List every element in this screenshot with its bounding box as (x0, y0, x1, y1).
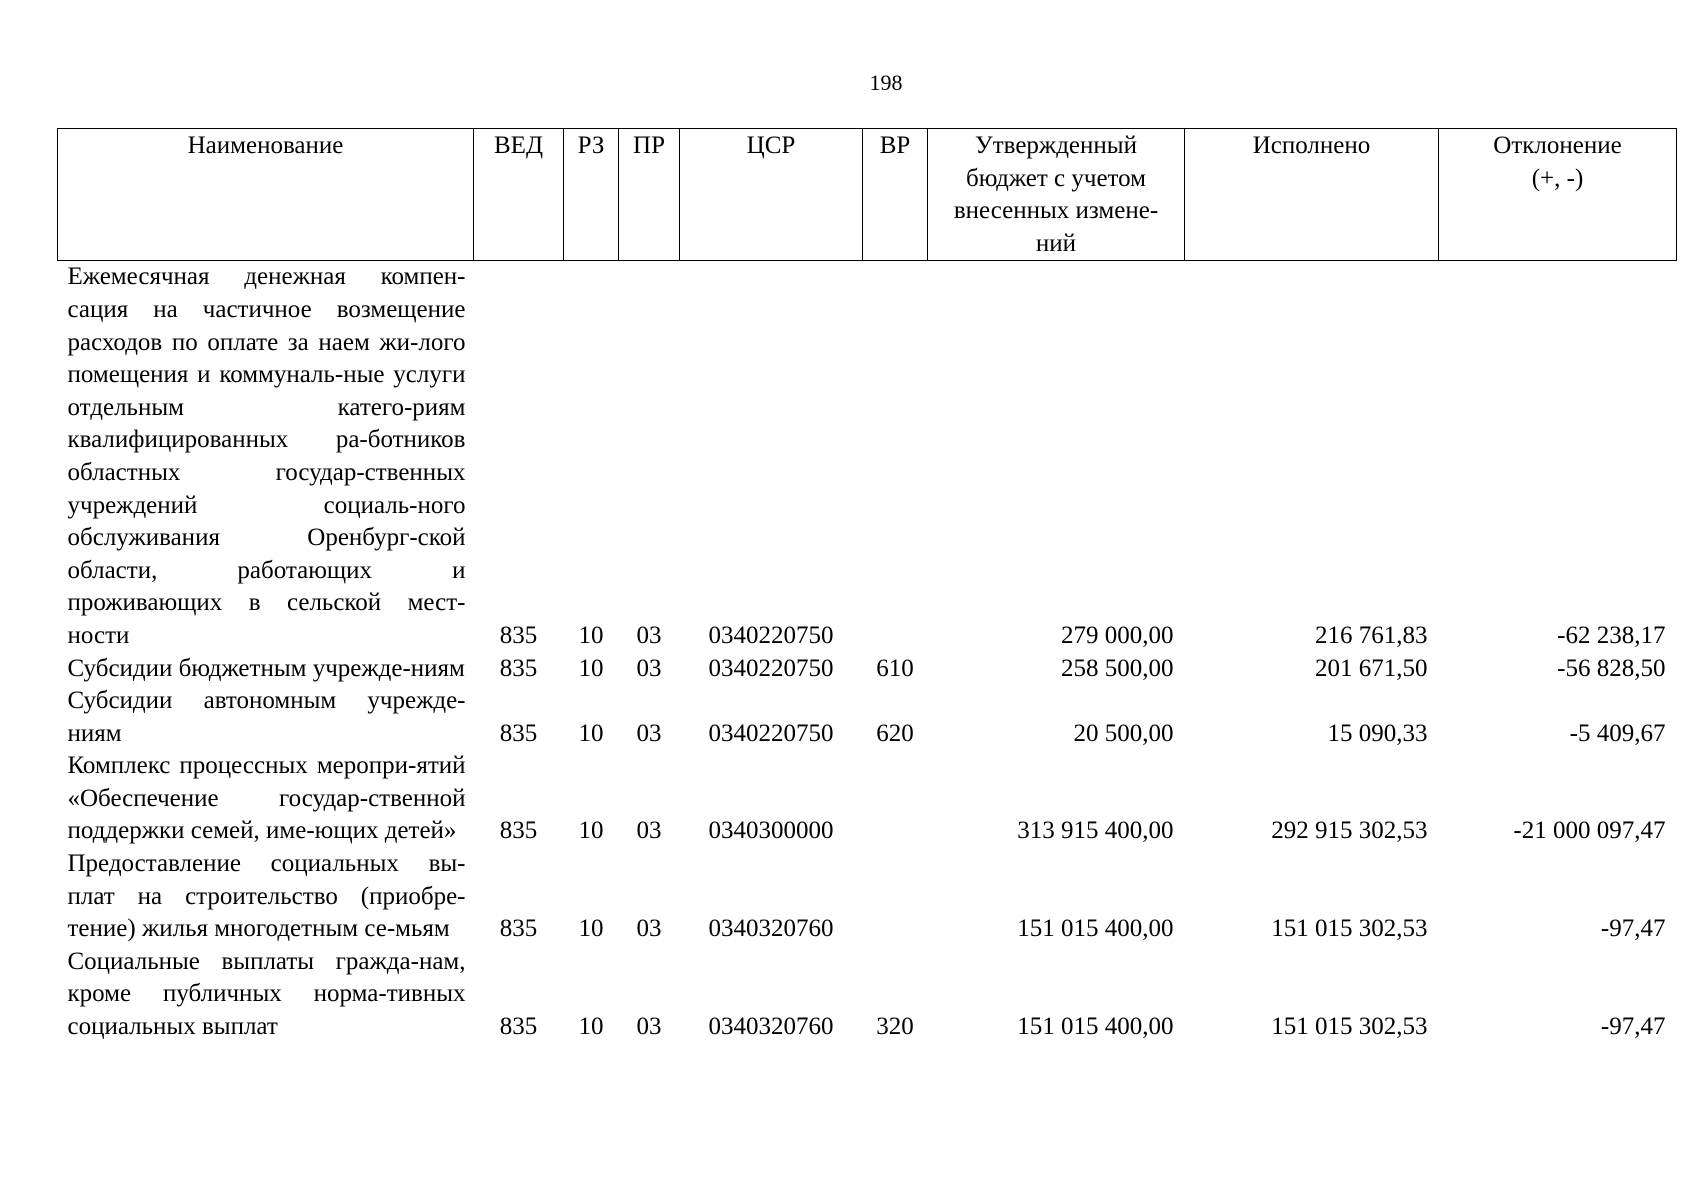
cell-ved: 835 (499, 1013, 538, 1041)
cell-csr: 0340220750 (708, 621, 834, 649)
cell-rz: 10 (578, 915, 604, 943)
cell-name: Комплекс процессных меропри-ятий «Обеспечение государ-ственной поддержки семей, име-ющих детей» (67, 752, 466, 845)
cell-budget: 151 015 400,00 (1017, 1013, 1174, 1041)
cell-budget: 20 500,00 (1073, 719, 1174, 747)
cell-executed: 292 915 302,53 (1271, 817, 1428, 845)
cell-deviation: -21 000 097,47 (1513, 817, 1666, 845)
cell-ved: 835 (499, 654, 538, 682)
table-row (58, 750, 1677, 848)
cell-ved: 835 (499, 719, 538, 747)
page-number: 198 (869, 70, 903, 95)
table-row (58, 685, 1677, 750)
cell-executed: 151 015 302,53 (1271, 1013, 1428, 1041)
cell-deviation: -97,47 (1600, 1013, 1666, 1041)
cell-vr (863, 848, 928, 946)
cell-pr: 03 (636, 621, 662, 649)
cell-name: Социальные выплаты гражда-нам, кроме публичных норма-тивных социальных выплат (67, 947, 466, 1041)
header-deviation: Отклонение (+, -) (1439, 129, 1677, 261)
cell-ved: 835 (499, 817, 538, 845)
cell-csr: 0340320760 (708, 1013, 834, 1041)
cell-csr: 0340220750 (708, 654, 834, 682)
cell-ved: 835 (499, 621, 538, 649)
cell-deviation: -97,47 (1600, 915, 1666, 943)
cell-csr: 0340300000 (708, 817, 834, 845)
table-header-row (58, 129, 1677, 261)
table-row (58, 653, 1677, 686)
header-executed: Исполнено (1185, 129, 1439, 261)
cell-deviation: -62 238,17 (1557, 621, 1666, 649)
cell-rz: 10 (578, 621, 604, 649)
cell-name: Субсидии бюджетным учрежде-ниям (67, 654, 465, 682)
header-csr: ЦСР (680, 129, 863, 261)
cell-vr: 320 (876, 1013, 914, 1041)
cell-name: Ежемесячная денежная компен-сация на частичное возмещение расходов по оплате за наем жи-лого помещения и коммуналь-ные услуги отдельным катего-риям квалифицированных ра-ботников областных государ-ственных учреждений социаль-ного обслуживания Оренбург-ской области, работающих и проживающих в сельской мест-ности (67, 263, 466, 649)
cell-name: Предоставление социальных вы-плат на строительство (приобре-тение) жилья многодетным се-мьям (67, 850, 466, 943)
header-ved: ВЕД (474, 129, 564, 261)
cell-pr: 03 (636, 1013, 662, 1041)
cell-pr: 03 (636, 817, 662, 845)
cell-deviation: -56 828,50 (1557, 654, 1666, 682)
cell-pr: 03 (636, 719, 662, 747)
cell-pr: 03 (636, 654, 662, 682)
cell-vr (863, 750, 928, 848)
table-row (58, 261, 1677, 653)
cell-rz: 10 (578, 654, 604, 682)
cell-executed: 15 090,33 (1327, 719, 1428, 747)
cell-rz: 10 (578, 817, 604, 845)
cell-vr: 610 (876, 654, 914, 682)
cell-executed: 216 761,83 (1315, 621, 1428, 649)
cell-ved: 835 (499, 915, 538, 943)
cell-pr: 03 (636, 915, 662, 943)
header-budget: Утвержденный бюджет с учетом внесенных измене-ний (928, 129, 1185, 261)
cell-budget: 258 500,00 (1061, 654, 1174, 682)
cell-budget: 313 915 400,00 (1017, 817, 1174, 845)
table-row (58, 946, 1677, 1044)
cell-csr: 0340220750 (708, 719, 834, 747)
cell-name: Субсидии автономным учрежде-ниям (67, 687, 466, 747)
cell-vr (863, 261, 928, 653)
header-pr: ПР (619, 129, 680, 261)
cell-rz: 10 (578, 1013, 604, 1041)
cell-budget: 151 015 400,00 (1017, 915, 1174, 943)
header-vr: ВР (863, 129, 928, 261)
cell-executed: 201 671,50 (1315, 654, 1428, 682)
cell-budget: 279 000,00 (1061, 621, 1174, 649)
table-row (58, 848, 1677, 946)
cell-executed: 151 015 302,53 (1271, 915, 1428, 943)
cell-csr: 0340320760 (708, 915, 834, 943)
cell-vr: 620 (876, 719, 914, 747)
cell-deviation: -5 409,67 (1569, 719, 1666, 747)
budget-table (57, 128, 1677, 1044)
header-rz: РЗ (564, 129, 619, 261)
header-name: Наименование (58, 129, 474, 261)
cell-rz: 10 (578, 719, 604, 747)
